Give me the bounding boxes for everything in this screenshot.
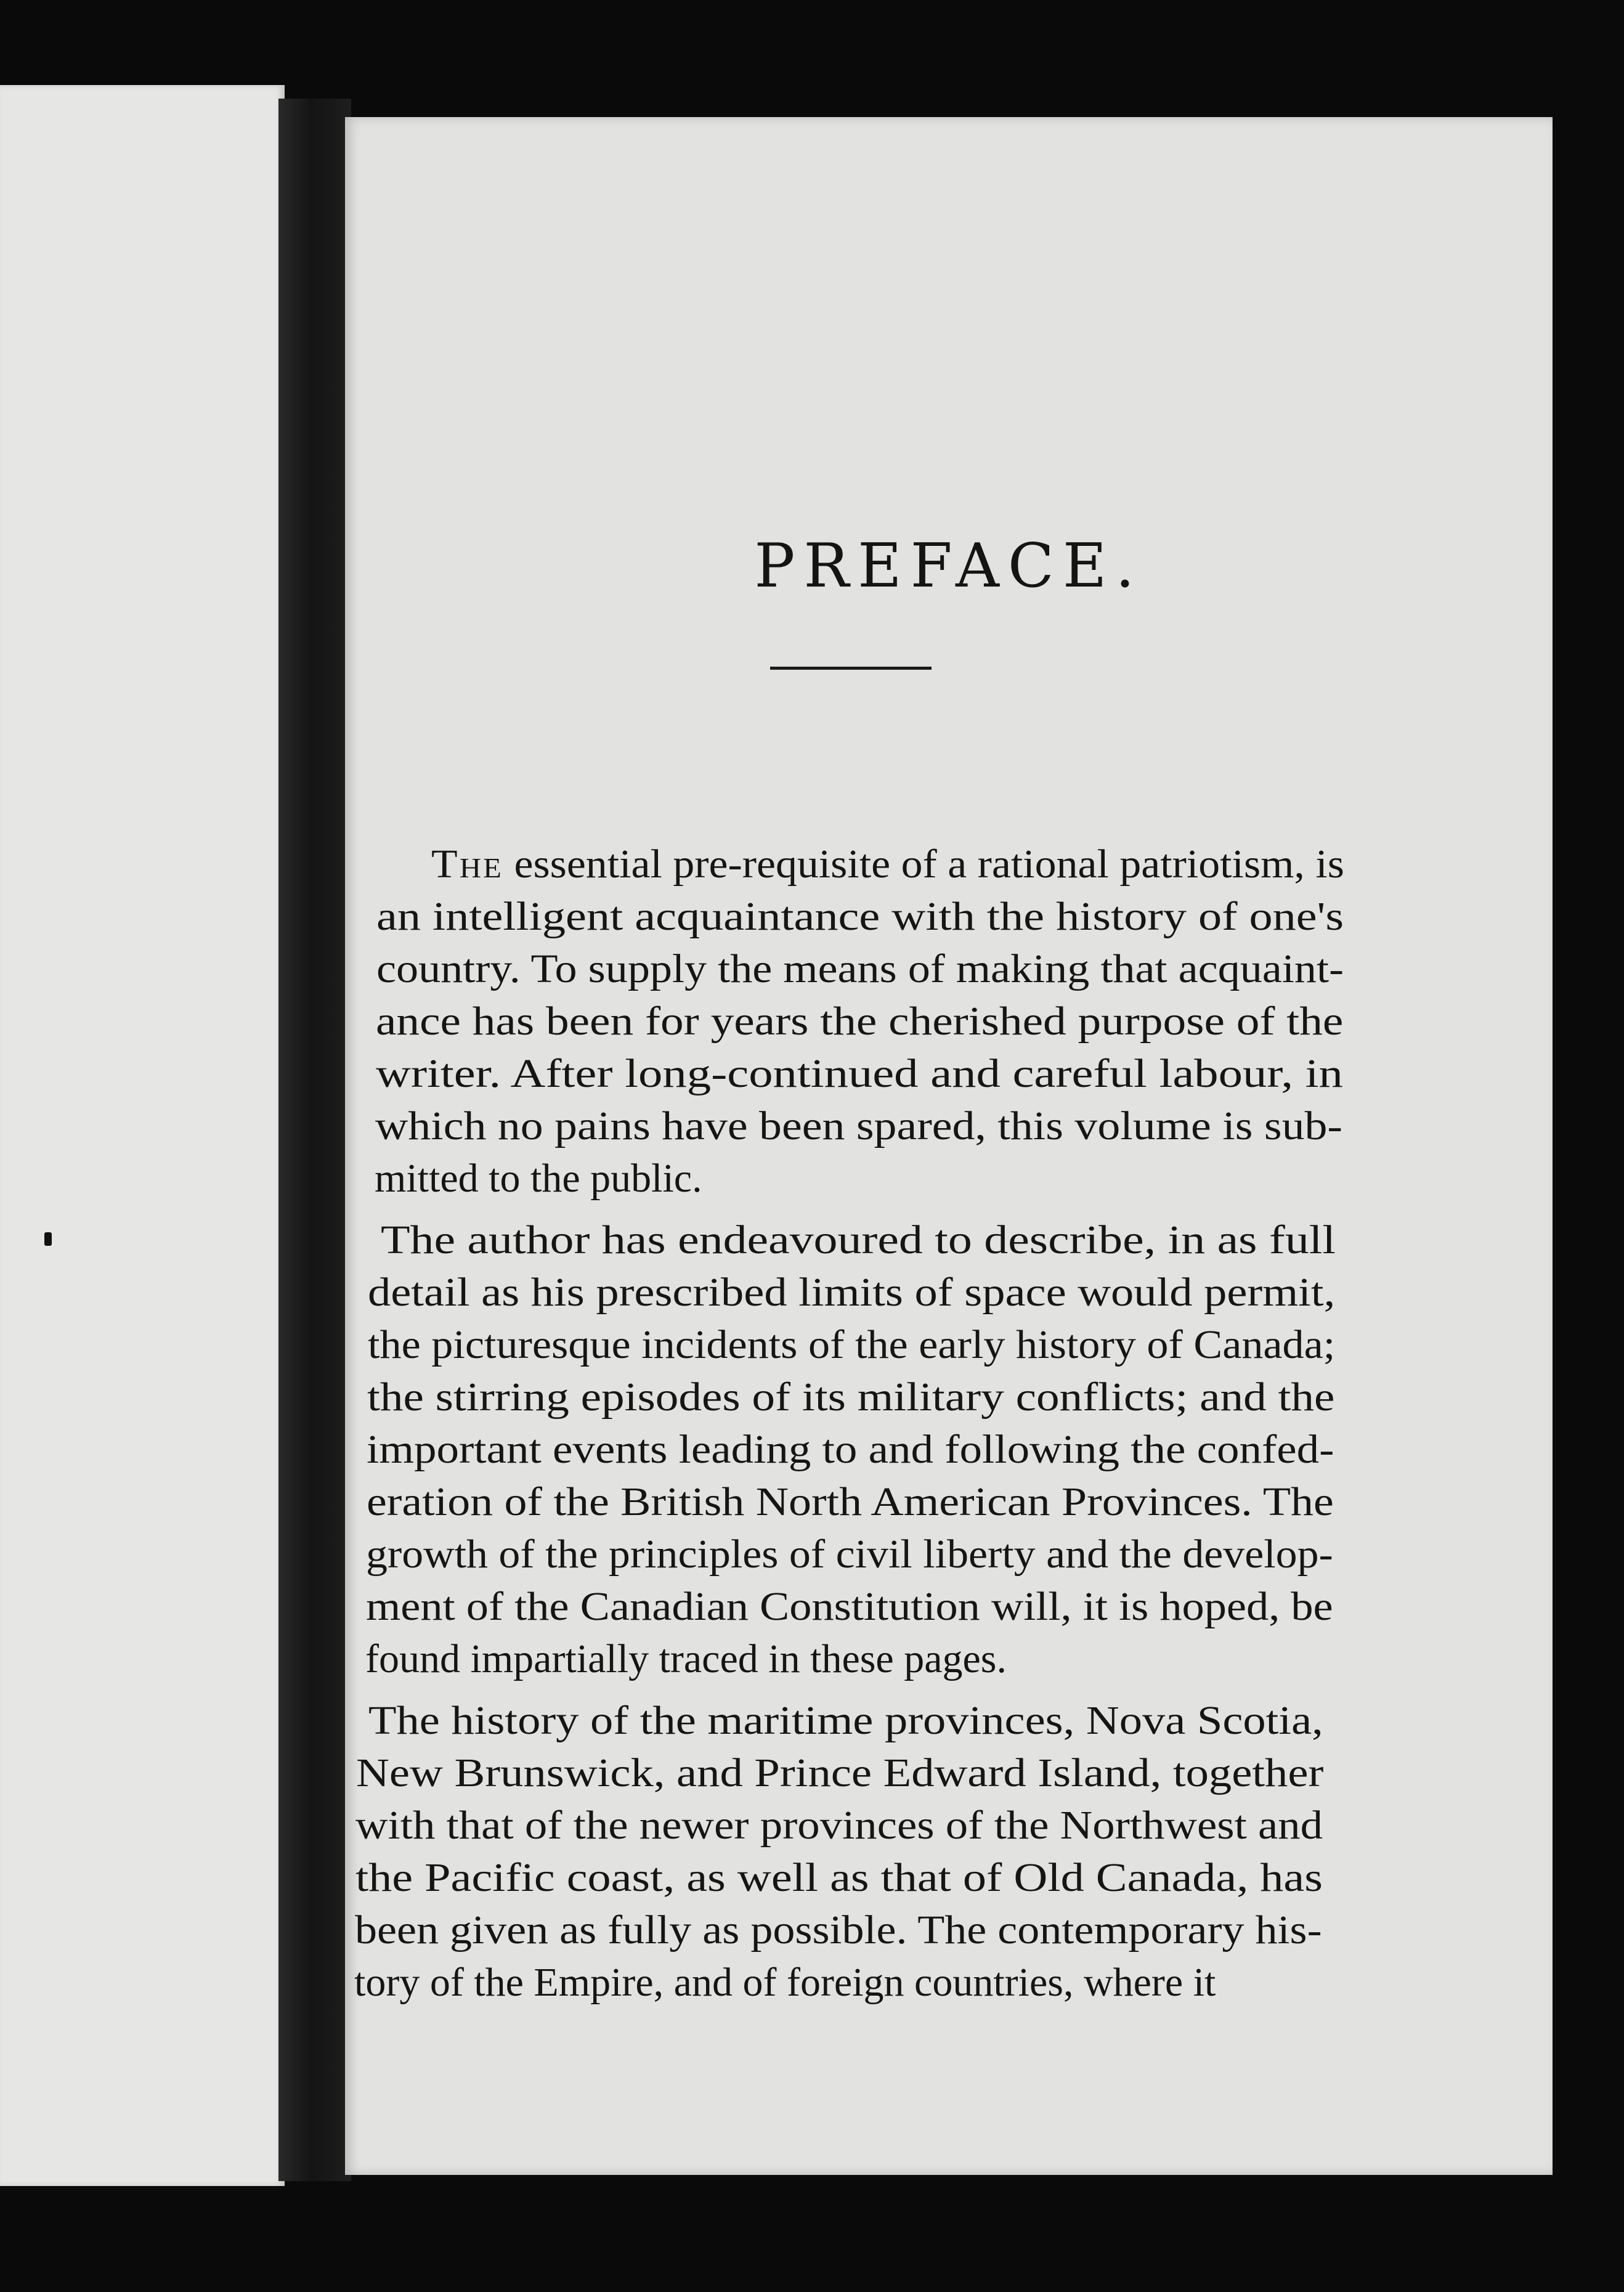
text-line (355, 1805, 1323, 1846)
text-line (354, 1962, 1216, 2003)
text-line (367, 1479, 1334, 1524)
text-line (355, 1855, 1323, 1900)
book-spine (278, 99, 351, 2181)
left-page (0, 85, 285, 2186)
text-line (431, 844, 1344, 885)
line-text: been given as fully as possible. The contemporary his- (355, 1908, 1322, 1953)
line-text: an intelligent acquaintance with the history of one's (376, 894, 1344, 939)
text-line (376, 946, 1344, 991)
text-line (368, 1272, 1335, 1313)
line-text: essential pre-requisite of a rational patriotism, is (503, 842, 1344, 887)
line-text: growth of the principles of civil liberty and the develop- (366, 1532, 1333, 1577)
right-page (345, 117, 1553, 2175)
text-line (368, 1698, 1323, 1743)
text-line (356, 1750, 1324, 1795)
text-line (376, 1001, 1343, 1042)
text-line (368, 1322, 1336, 1367)
title-rule (770, 667, 932, 670)
page-title: PREFACE. (754, 531, 1143, 601)
page-content (345, 117, 1553, 2175)
line-text: The history of the maritime provinces, Nova Scotia, (368, 1698, 1323, 1743)
line-text: mitted to the public. (375, 1156, 702, 1201)
text-line (355, 1910, 1322, 1951)
line-text: country. To supply the means of making that acquaint- (376, 946, 1344, 991)
text-line (366, 1584, 1333, 1629)
line-text: which no pains have been spared, this volume is sub- (375, 1103, 1343, 1148)
line-text: the stirring episodes of its military conflicts; and the (367, 1375, 1335, 1420)
line-text: the picturesque incidents of the early history of Canada; (368, 1322, 1336, 1367)
line-text: New Brunswick, and Prince Edward Island, together (356, 1750, 1324, 1795)
line-text: the Pacific coast, as well as that of Old Canada, has (355, 1855, 1323, 1900)
text-line (376, 1051, 1343, 1096)
text-line (375, 1158, 702, 1199)
ink-speck (44, 1232, 52, 1246)
line-text: tory of the Empire, and of foreign countries, where it (354, 1960, 1216, 2005)
lead-word: The (431, 842, 504, 887)
line-text: important events leading to and following the confed- (367, 1427, 1334, 1472)
text-line (365, 1636, 1007, 1681)
text-line (376, 896, 1344, 937)
text-line (381, 1217, 1336, 1262)
line-text: eration of the British North American Provinces. The (367, 1479, 1334, 1524)
line-text: with that of the newer provinces of the Northwest and (355, 1803, 1323, 1848)
line-text: writer. After long-continued and careful labour, in (376, 1051, 1343, 1096)
text-line (366, 1534, 1333, 1575)
text-line (367, 1429, 1334, 1470)
line-text: ance has been for years the cherished purpose of the (376, 999, 1344, 1044)
line-text: ment of the Canadian Constitution will, it is hoped, be (366, 1584, 1333, 1629)
text-line (375, 1103, 1343, 1148)
text-line (367, 1377, 1334, 1418)
line-text: detail as his prescribed limits of space would permit, (368, 1270, 1336, 1315)
line-text: The author has endeavoured to describe, in as full (381, 1217, 1336, 1262)
line-text: found impartially traced in these pages. (365, 1636, 1007, 1681)
